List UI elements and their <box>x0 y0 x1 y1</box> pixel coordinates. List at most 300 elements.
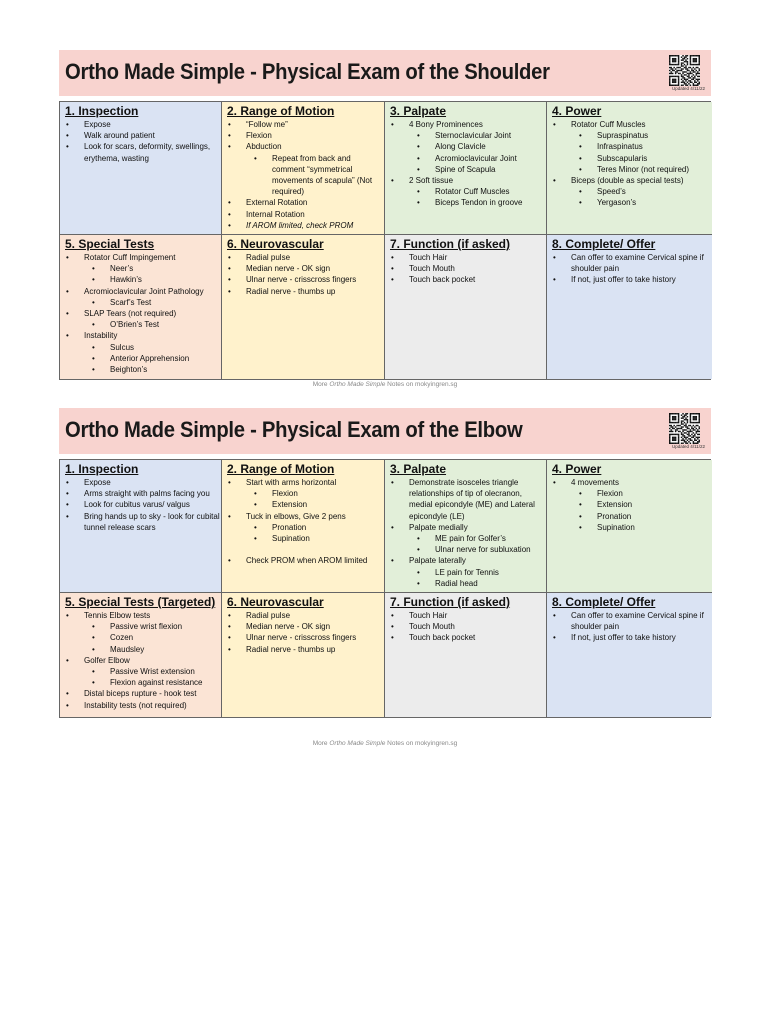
bullet-icon: • <box>553 120 556 129</box>
list-item <box>65 274 221 285</box>
list-item-text: Ulnar nerve - crisscross fingers <box>246 633 357 643</box>
list-item-text: Rotator Cuff Muscles <box>571 120 646 129</box>
list-item-text: Neer’s <box>110 264 134 274</box>
shoulder-sheet <box>59 50 711 388</box>
list-item <box>65 666 221 677</box>
bullet-icon: • <box>66 131 69 141</box>
list-item-text: Pronation <box>272 522 307 532</box>
section-list <box>227 252 384 297</box>
section-cell <box>547 460 712 593</box>
bullet-icon: • <box>417 545 420 555</box>
list-item-text: Touch back pocket <box>409 275 476 285</box>
section-cell <box>385 460 547 593</box>
section-cell <box>547 235 712 379</box>
list-item-text: Internal Rotation <box>246 209 305 219</box>
section-heading: 3. Palpate <box>390 462 447 476</box>
list-item-text: Flexion <box>246 131 272 141</box>
list-item-text: Spine of Scapula <box>435 164 496 174</box>
list-item <box>65 353 221 364</box>
bullet-icon: • <box>66 655 69 665</box>
list-item <box>227 610 384 621</box>
list-item-text: Start with arms horizontal <box>246 478 337 487</box>
bullet-icon: • <box>228 644 231 654</box>
list-item <box>552 488 712 499</box>
list-item-text: Sternoclavicular Joint <box>435 131 512 141</box>
footer-brand: Ortho Made Simple <box>329 740 386 747</box>
list-item-text: Supraspinatus <box>597 131 649 141</box>
list-item-text: Ulnar nerve - crisscross fingers <box>246 275 357 285</box>
list-item-text: 2 Soft tissue <box>409 176 454 186</box>
section-list <box>390 252 546 286</box>
list-item-text: Speed’s <box>597 187 626 197</box>
bullet-icon: • <box>254 489 257 499</box>
bullet-icon: • <box>228 511 231 521</box>
bullet-icon: • <box>579 522 582 532</box>
list-item-text: Distal biceps rupture - hook test <box>84 689 197 699</box>
section-list <box>227 119 384 231</box>
list-item <box>552 130 712 141</box>
list-item <box>65 263 221 274</box>
section-heading: 7. Function (if asked) <box>390 237 511 251</box>
bullet-icon: • <box>579 142 582 152</box>
list-item <box>227 286 384 297</box>
bullet-icon: • <box>228 142 231 152</box>
footer-suffix: Notes on mokyingren.sg <box>385 381 458 388</box>
shoulder-title-banner <box>59 50 711 96</box>
list-item <box>227 263 384 274</box>
list-item-text: Expose <box>84 478 111 487</box>
list-item-text: Instability <box>84 331 118 341</box>
list-item <box>65 308 221 319</box>
bullet-icon: • <box>228 220 231 230</box>
bullet-icon: • <box>228 622 231 632</box>
list-item <box>65 488 221 499</box>
bullet-icon: • <box>92 633 95 643</box>
list-item <box>65 477 221 488</box>
bullet-icon: • <box>92 297 95 307</box>
list-item <box>65 499 221 510</box>
bullet-icon: • <box>417 187 420 197</box>
list-item <box>552 164 712 175</box>
list-item <box>65 511 221 533</box>
list-item-text: SLAP Tears (not required) <box>84 309 177 319</box>
section-heading: 3. Palpate <box>390 104 447 118</box>
list-item <box>390 578 546 589</box>
list-item-text: Touch Hair <box>409 253 448 262</box>
list-item <box>227 499 384 510</box>
list-item-text: 4 Bony Prominences <box>409 120 483 129</box>
list-item-text: Radial nerve - thumbs up <box>246 286 336 296</box>
list-item <box>227 555 384 566</box>
bullet-icon: • <box>92 275 95 285</box>
bullet-icon: • <box>228 286 231 296</box>
bullet-icon: • <box>228 611 231 620</box>
list-item <box>227 197 384 208</box>
footer-suffix: Notes on mokyingren.sg <box>385 740 458 747</box>
list-item <box>390 141 546 152</box>
bullet-icon: • <box>391 633 394 643</box>
list-item <box>552 499 712 510</box>
section-heading: 2. Range of Motion <box>227 462 335 476</box>
bullet-icon: • <box>254 500 257 510</box>
bullet-icon: • <box>66 142 69 152</box>
list-item-text: Maudsley <box>110 644 145 654</box>
section-cell <box>385 235 547 379</box>
bullet-icon: • <box>228 253 231 262</box>
list-item-text: Extension <box>272 500 308 510</box>
bullet-icon: • <box>417 198 420 208</box>
list-item <box>227 153 384 198</box>
section-heading: 1. Inspection <box>65 104 139 118</box>
bullet-icon: • <box>254 522 257 532</box>
list-item-text: Scarf’s Test <box>110 297 152 307</box>
list-item-text: Rotator Cuff Impingement <box>84 253 176 262</box>
elbow-exam-grid <box>59 459 711 718</box>
list-item-text: Palpate medially <box>409 522 468 532</box>
list-item-text: If not, just offer to take history <box>571 275 676 285</box>
list-spacer <box>227 544 384 555</box>
bullet-icon: • <box>92 365 95 375</box>
list-item-text: Radial pulse <box>246 253 291 262</box>
elbow-title-banner <box>59 408 711 454</box>
list-item-text: ME pain for Golfer’s <box>435 534 506 544</box>
list-item <box>390 610 546 621</box>
list-item-text: Touch Mouth <box>409 264 455 274</box>
qr-code-icon <box>669 413 700 444</box>
list-item <box>227 252 384 263</box>
bullet-icon: • <box>579 198 582 208</box>
list-item <box>227 632 384 643</box>
footer-brand: Ortho Made Simple <box>329 381 386 388</box>
footer-note <box>59 740 711 747</box>
list-item-text: If not, just offer to take history <box>571 633 676 643</box>
list-item-text: Can offer to examine Cervical spine if shoulder pain <box>571 253 704 274</box>
bullet-icon: • <box>391 120 394 129</box>
list-item-text: Passive wrist flexion <box>110 622 183 632</box>
bullet-icon: • <box>228 264 231 274</box>
bullet-icon: • <box>553 275 556 285</box>
bullet-icon: • <box>579 187 582 197</box>
bullet-icon: • <box>391 522 394 532</box>
section-list <box>65 252 221 375</box>
list-item-text: Median nerve - OK sign <box>246 264 331 274</box>
list-item <box>390 153 546 164</box>
list-item <box>65 342 221 353</box>
bullet-icon: • <box>579 500 582 510</box>
section-heading: 2. Range of Motion <box>227 104 335 118</box>
list-item <box>390 533 546 544</box>
section-heading: 6. Neurovascular <box>227 595 324 609</box>
list-item <box>227 274 384 285</box>
bullet-icon: • <box>417 131 420 141</box>
section-list <box>227 610 384 655</box>
list-item <box>390 119 546 130</box>
list-item <box>390 252 546 263</box>
list-item-text: Biceps (double as special tests) <box>571 176 684 186</box>
section-list <box>552 477 712 533</box>
section-list <box>227 477 384 567</box>
list-item-text: Repeat from back and comment “symmetrical movements of scapula” (Not required) <box>272 153 373 197</box>
list-item-text: Bring hands up to sky - look for cubital tunnel release scars <box>84 511 220 532</box>
list-item <box>552 274 712 285</box>
section-list <box>552 610 712 644</box>
list-item-text: Expose <box>84 120 111 129</box>
list-item-text: If AROM limited, check PROM <box>246 220 354 230</box>
list-item-text: Extension <box>597 500 633 510</box>
list-item <box>552 610 712 632</box>
bullet-icon: • <box>228 131 231 141</box>
list-item-text: Acromioclavicular Joint <box>435 153 517 163</box>
bullet-icon: • <box>553 633 556 643</box>
list-item-text: Look for scars, deformity, swellings, erythema, wasting <box>84 142 211 163</box>
section-list <box>65 610 221 711</box>
list-item <box>65 252 221 263</box>
list-item <box>390 555 546 566</box>
list-item <box>390 130 546 141</box>
list-item-text: Acromioclavicular Joint Pathology <box>84 286 204 296</box>
list-item <box>65 632 221 643</box>
section-cell <box>385 593 547 717</box>
list-item-text: Supination <box>597 522 635 532</box>
bullet-icon: • <box>553 478 556 487</box>
list-item-text: Touch Hair <box>409 611 448 620</box>
bullet-icon: • <box>391 275 394 285</box>
list-item-text: Radial nerve - thumbs up <box>246 644 336 654</box>
list-item-text: Tennis Elbow tests <box>84 611 151 620</box>
footer-note <box>59 381 711 388</box>
bullet-icon: • <box>553 176 556 186</box>
list-item-text: Demonstrate isosceles triangle relationships of tip of olecranon, medial epicondyle (ME) and Lateral epicondyle (LE) <box>409 478 535 521</box>
bullet-icon: • <box>92 320 95 330</box>
list-item-text: Touch back pocket <box>409 633 476 643</box>
list-item-text: Can offer to examine Cervical spine if shoulder pain <box>571 611 704 632</box>
list-item <box>65 319 221 330</box>
list-item-text: Flexion <box>272 489 298 499</box>
section-list <box>65 477 221 533</box>
shoulder-exam-grid <box>59 101 711 380</box>
list-item <box>227 533 384 544</box>
bullet-icon: • <box>228 209 231 219</box>
bullet-icon: • <box>391 176 394 186</box>
section-cell <box>385 102 547 235</box>
bullet-icon: • <box>66 120 69 129</box>
qr-code-icon <box>669 55 700 86</box>
list-item <box>390 632 546 643</box>
updated-date: Updated 4/11/22 <box>672 444 705 449</box>
list-item-text: Passive Wrist extension <box>110 667 195 677</box>
list-item-text: Supination <box>272 534 310 544</box>
list-item <box>552 632 712 643</box>
section-cell <box>60 593 222 717</box>
section-list <box>390 119 546 209</box>
list-item-text: Palpate laterally <box>409 556 466 566</box>
list-item <box>552 186 712 197</box>
page-title: Ortho Made Simple - Physical Exam of the Elbow <box>65 417 523 442</box>
list-item <box>552 477 712 488</box>
list-item-text: Hawkin’s <box>110 275 142 285</box>
bullet-icon: • <box>92 644 95 654</box>
list-item <box>227 141 384 152</box>
list-item <box>65 286 221 297</box>
list-item-text: Along Clavicle <box>435 142 486 152</box>
bullet-icon: • <box>92 342 95 352</box>
bullet-icon: • <box>66 700 69 710</box>
list-item <box>552 153 712 164</box>
list-item <box>552 252 712 274</box>
section-cell <box>222 460 385 593</box>
section-cell <box>222 593 385 717</box>
list-item <box>227 644 384 655</box>
bullet-icon: • <box>553 253 556 262</box>
bullet-icon: • <box>228 120 231 129</box>
list-item-text: Pronation <box>597 511 632 521</box>
list-item-text: Cozen <box>110 633 134 643</box>
list-item-text: External Rotation <box>246 198 308 208</box>
list-item-text: Flexion <box>597 489 623 499</box>
list-item-text: Check PROM when AROM limited <box>246 556 368 566</box>
bullet-icon: • <box>417 534 420 544</box>
list-item <box>65 677 221 688</box>
section-list <box>65 119 221 164</box>
list-item <box>227 130 384 141</box>
list-item-text: Teres Minor (not required) <box>597 164 690 174</box>
list-item-text: Touch Mouth <box>409 622 455 632</box>
section-cell <box>547 593 712 717</box>
bullet-icon: • <box>66 331 69 341</box>
list-item-text: Tuck in elbows, Give 2 pens <box>246 511 346 521</box>
footer-prefix: More <box>312 381 330 388</box>
bullet-icon: • <box>391 264 394 274</box>
list-item <box>65 621 221 632</box>
bullet-icon: • <box>417 142 420 152</box>
bullet-icon: • <box>92 353 95 363</box>
list-item <box>65 141 221 163</box>
list-item-text: “Follow me” <box>246 120 288 129</box>
list-item-text: Arms straight with palms facing you <box>84 489 210 499</box>
list-item <box>390 164 546 175</box>
list-item-text: Abduction <box>246 142 282 152</box>
section-list <box>552 252 712 286</box>
bullet-icon: • <box>417 567 420 577</box>
list-item <box>390 544 546 555</box>
list-item <box>390 567 546 578</box>
section-heading: 6. Neurovascular <box>227 237 324 251</box>
section-cell <box>60 102 222 235</box>
list-item <box>227 477 384 488</box>
list-item <box>552 197 712 208</box>
bullet-icon: • <box>66 611 69 620</box>
list-item <box>227 621 384 632</box>
list-item <box>390 175 546 186</box>
section-heading: 4. Power <box>552 462 602 476</box>
bullet-icon: • <box>228 198 231 208</box>
bullet-icon: • <box>391 622 394 632</box>
list-item <box>227 522 384 533</box>
bullet-icon: • <box>391 611 394 620</box>
list-item <box>65 297 221 308</box>
list-item-text: Golfer Elbow <box>84 655 130 665</box>
list-item-text: Look for cubitus varus/ valgus <box>84 500 190 510</box>
bullet-icon: • <box>579 489 582 499</box>
footer-prefix: More <box>312 740 330 747</box>
section-heading: 7. Function (if asked) <box>390 595 511 609</box>
list-item <box>227 209 384 220</box>
section-heading: 8. Complete/ Offer <box>552 595 656 609</box>
list-item <box>390 621 546 632</box>
list-item <box>552 522 712 533</box>
bullet-icon: • <box>66 511 69 521</box>
bullet-icon: • <box>92 667 95 677</box>
section-list <box>390 610 546 644</box>
list-item <box>227 220 384 231</box>
list-item <box>390 477 546 522</box>
list-item <box>65 644 221 655</box>
bullet-icon: • <box>579 131 582 141</box>
list-item <box>552 175 712 186</box>
bullet-icon: • <box>92 678 95 688</box>
list-item-text: O’Brien’s Test <box>110 320 160 330</box>
elbow-sheet <box>59 408 711 747</box>
bullet-icon: • <box>417 153 420 163</box>
list-item <box>65 610 221 621</box>
list-item <box>552 119 712 130</box>
list-item <box>390 197 546 208</box>
page-title: Ortho Made Simple - Physical Exam of the Shoulder <box>65 59 550 84</box>
bullet-icon: • <box>66 500 69 510</box>
list-item-text: Rotator Cuff Muscles <box>435 187 510 197</box>
list-item-text: Subscapularis <box>597 153 648 163</box>
list-item-text: Walk around patient <box>84 131 155 141</box>
list-item-text: LE pain for Tennis <box>435 567 499 577</box>
section-list <box>552 119 712 209</box>
bullet-icon: • <box>92 264 95 274</box>
section-cell <box>547 102 712 235</box>
section-cell <box>60 460 222 593</box>
list-item <box>390 522 546 533</box>
list-item <box>65 700 221 711</box>
bullet-icon: • <box>391 556 394 566</box>
list-item-text: Median nerve - OK sign <box>246 622 331 632</box>
bullet-icon: • <box>579 511 582 521</box>
section-heading: 5. Special Tests (Targeted) <box>65 595 216 609</box>
bullet-icon: • <box>417 164 420 174</box>
bullet-icon: • <box>417 578 420 588</box>
list-item <box>390 186 546 197</box>
list-item <box>65 130 221 141</box>
bullet-icon: • <box>254 534 257 544</box>
list-item <box>552 511 712 522</box>
list-item-text: Infraspinatus <box>597 142 643 152</box>
list-item <box>65 688 221 699</box>
bullet-icon: • <box>254 153 257 163</box>
list-item-text: Yergason’s <box>597 198 637 208</box>
bullet-icon: • <box>66 489 69 499</box>
list-item-text: 4 movements <box>571 478 620 487</box>
bullet-icon: • <box>66 309 69 319</box>
list-item <box>65 655 221 666</box>
list-item-text: Radial head <box>435 578 478 588</box>
list-item <box>227 119 384 130</box>
bullet-icon: • <box>391 478 394 487</box>
list-item <box>390 274 546 285</box>
section-heading: 4. Power <box>552 104 602 118</box>
bullet-icon: • <box>553 611 556 620</box>
bullet-icon: • <box>579 153 582 163</box>
list-item-text: Flexion against resistance <box>110 678 203 688</box>
bullet-icon: • <box>66 689 69 699</box>
list-item-text: Instability tests (not required) <box>84 700 187 710</box>
bullet-icon: • <box>228 478 231 487</box>
